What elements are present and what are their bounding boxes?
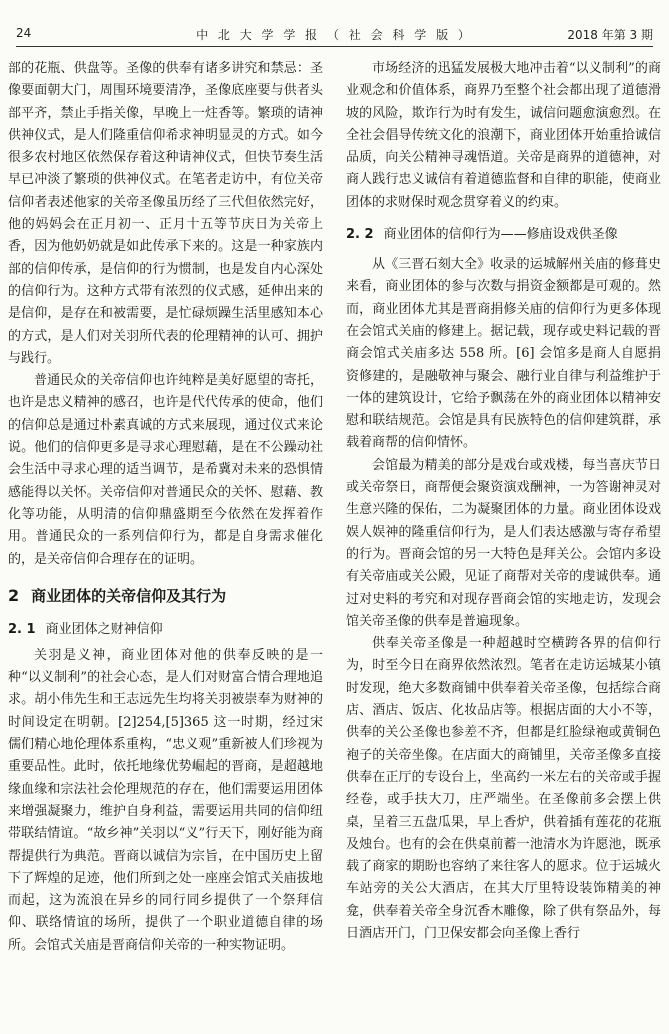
paragraph: 会馆最为精美的部分是戏台或戏楼，每当喜庆节日或关帝祭日，商帮便会聚资演戏酬神，一为答谢神灵对生意兴隆的保佑，二为凝聚团体的力量。商业团体设戏娱人娱神的隆重信仰行为，是人们表达感激与寄存希望的行为。晋商会馆的另一大特色是拜关公。会馆内多设有关帝庙或关公殿，见证了商帮对关帝的虔诚供奉。通过对史料的考究和对现存晋商会馆的实地走访，发现会馆关帝圣像的供奉是普遍现象。 <box>346 457 661 629</box>
left-column <box>8 58 323 1028</box>
section-heading <box>8 585 323 607</box>
subsection-number: 2. 2 <box>346 227 374 243</box>
paragraph: 供奉关帝圣像是一种超越时空横跨各界的信仰行为，时至今日在商界依然浓烈。笔者在走访运城某小镇时发现，绝大多数商铺中供奉着关帝圣像，包括综合商店、酒店、饭店、化妆品店等。根据店面的大小不等，供奉的关公圣像也参差不齐，但都是红脸绿袍或黄铜色袍子的关帝坐像。在店面大的商铺里，关帝圣像多直接供奉在正厅的专设台上，坐高约一米左右的关帝或手握经卷，或手扶大刀，庄严端坐。在圣像前多会摆上供桌，呈着三五盘瓜果，早上香炉，供着插有莲花的花瓶及烛台。也有的会在供桌前蓄一池清水为许愿池，既承载了商家的期盼也容纳了来往客人的愿求。位于运城火车站旁的关公大酒店，在其大厅里特设装饰精美的神龛，供奉着关帝全身沉香木雕像，除了供有祭品外，每日酒店开门，门卫保安都会向圣像上香行 <box>346 636 661 941</box>
paragraph: 市场经济的迅猛发展极大地冲击着“以义制利”的商业观念和价值体系，商界乃至整个社会都出现了道德滑坡的风险，欺诈行为时有发生，诚信问题愈演愈烈。在全社会倡导传统文化的浪潮下，商业团体开始重拾诚信品质，向关公精神寻魂悟道。关帝是商界的道德神，对商人践行忠义诚信有着道德监督和自律的职能，使商业团体的求财保时观念贯穿着义的约束。 <box>346 61 661 210</box>
issue-label: 2018 年第 3 期 <box>567 28 653 42</box>
subsection-title: 商业团体的信仰行为——修庙设戏供圣像 <box>383 227 618 243</box>
running-header <box>16 22 653 47</box>
subsection-heading <box>8 619 323 641</box>
section-number: 2 <box>8 585 20 605</box>
subsection-number: 2. 1 <box>8 621 36 637</box>
paragraph: 部的花瓶、供盘等。圣像的供奉有诸多讲究和禁忌：圣像要面朝大门，周围环境要清净，圣像底座要与供者头部平齐，禁止手指关像，早晚上一炷香等。繁琐的请神供神仪式，是人们隆重信仰希求神明显灵的方式。如今很多农村地区依然保存着这种请神仪式，但快节奏生活早已冲淡了繁琐的供神仪式。在笔者走访中，有位关帝信仰者表述他家的关帝圣像虽历经了三代但依然完好，他的妈妈会在正月初一、正月十五等节庆日为关帝上香，因为他奶奶就是如此传承下来的。这是一种家族内部的信仰传承，是信仰的行为惯制，也是发自内心深处的信仰行为。这种方式带有浓烈的仪式感，延伸出来的是信仰，是存在和被需要，是忙碌烦躁生活里感知本心的方式，是人们对关羽所代表的伦理精神的认可、拥护与践行。 <box>8 61 323 366</box>
paragraph: 关羽是义神，商业团体对他的供奉反映的是一种“以义制利”的社会心态，是人们对财富合情合理地追求。胡小伟先生和王志远先生均将关羽被崇奉为财神的时间设定在明朝。[2]254,[5]365 这一时期，经过宋儒们精心地伦理体系重构，“忠义观”重新被人们珍视为重要品性。此时，依托地缘优势崛起的晋商，是超越地缘血缘和宗法社会伦理规范的存在，他们需要运用团体来增强凝聚力，维护自身利益，需要运用共同的信仰纽带联结情谊。“故乡神”关羽以“义”行天下，刚好能为商帮提供行为典范。晋商以诚信为宗旨，在中国历史上留下了辉煌的足迹，他们所到之处一座座会馆式关庙拔地而起，这为流浪在异乡的同行同乡提供了一个祭拜信仰、联络情谊的场所，提供了一个职业道德自律的场所。会馆式关庙是晋商信仰关帝的一种实物证明。 <box>8 647 323 953</box>
journal-title: 中 北 大 学 学 报 （ 社 会 科 学 版 ） <box>196 28 473 42</box>
page-number: 24 <box>16 26 32 40</box>
right-column <box>346 58 661 1028</box>
paragraph: 普通民众的关帝信仰也许纯粹是美好愿望的寄托，也许是忠义精神的感召，也许是代代传承的使命，他们的信仰总是通过朴素真诚的方式来展现，通过仪式来论说。他们的信仰更多是寻求心理慰藉，是在不公躁动社会生活中寻求心理的适当调节，是希冀对未来的恐惧情感能得以关怀。关帝信仰对普通民众的关怀、慰藉、教化等功能，从明清的信仰鼎盛期至今依然在发挥着作用。普通民众的一系列信仰行为，都是自身需求催化的，是关帝信仰合理存在的证明。 <box>8 373 323 567</box>
section-title: 商业团体的关帝信仰及其行为 <box>31 586 227 605</box>
subsection-heading <box>346 224 661 246</box>
paragraph: 从《三晋石刻大全》收录的运城解州关庙的修葺史来看，商业团体的参与次数与捐资金额都是可观的。然而，商业团体尤其是晋商捐修关庙的信仰行为更多体现在会馆式关庙的修建上。据记载，现存或史料记载的晋商会馆式关庙多达 558 所。[6] 会馆多是商人自愿捐资修建的，是融敬神与聚会、融行业自律与利益维护于一体的建筑设计，它给予飘荡在外的商业团体以精神安慰和联结规范。会馆是具有民族特色的信仰建筑群，承载着商帮的信仰情怀。 <box>346 257 661 451</box>
subsection-title: 商业团体之财神信仰 <box>45 621 163 637</box>
